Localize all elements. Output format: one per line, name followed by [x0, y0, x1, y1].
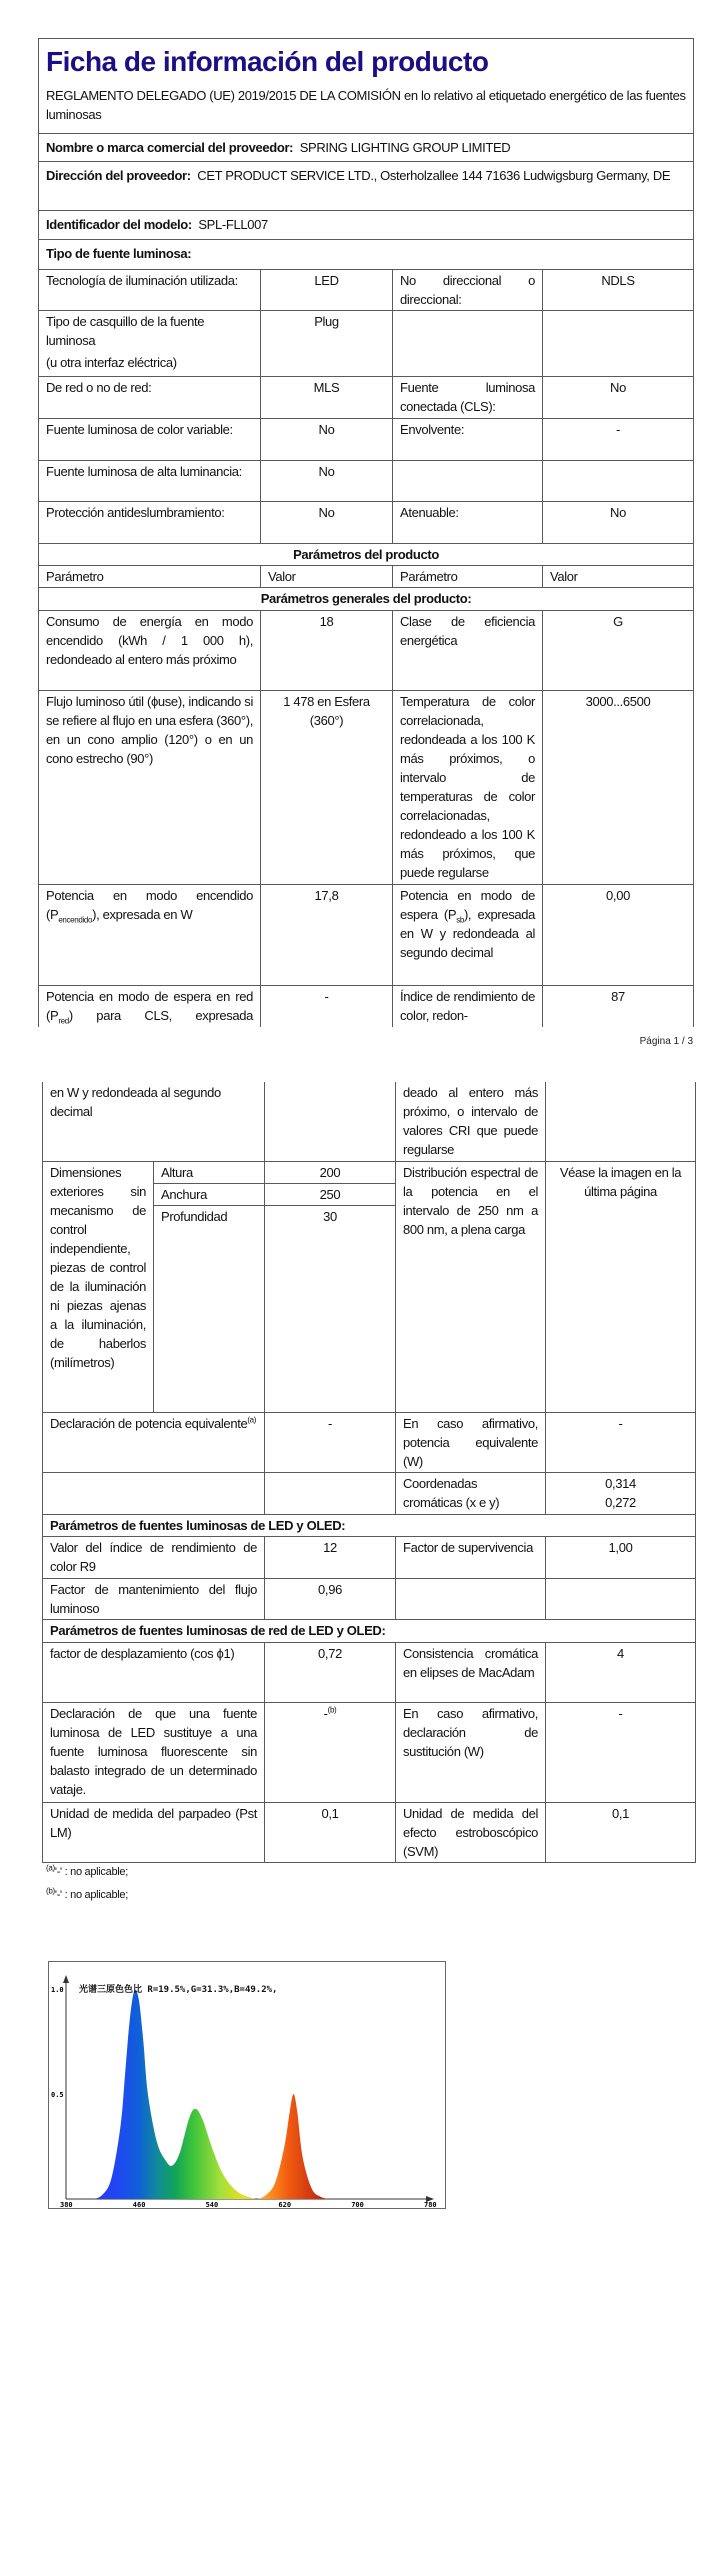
model-row	[39, 211, 694, 240]
flicker-value: 0,1	[265, 1802, 396, 1862]
flux-value: 1 478 en Esfera (360°)	[261, 691, 393, 885]
footnote-mark: (b)	[46, 1886, 55, 1896]
footnote-b	[46, 1886, 128, 1901]
chromaticity-value	[546, 1472, 696, 1514]
spd-label: Distribución espectral de la potencia en el intervalo de 250 nm a 800 nm, a plena carga	[396, 1161, 546, 1412]
general-params-heading: Parámetros generales del producto:	[39, 588, 694, 611]
label-subscript: encendido	[58, 915, 93, 925]
replacement-w-label: En caso afirmativo, declaración de sustitución (W)	[396, 1702, 546, 1802]
col-header-value: Valor	[543, 566, 694, 588]
dimmable-label: Atenuable:	[393, 502, 543, 544]
page-title: Ficha de información del producto	[46, 46, 489, 77]
flux-label: Flujo luminoso útil (ϕuse), indicando si se refiere al flujo en una esfera (360°), en un cono amplio (120°) o en un cono estrecho (90°)	[39, 691, 261, 885]
col-header-value: Valor	[261, 566, 393, 588]
survival-label: Factor de supervivencia	[396, 1536, 546, 1578]
x-tick-label: 460	[132, 2201, 146, 2209]
depth-value: 30	[265, 1205, 396, 1412]
empty-cell	[43, 1472, 265, 1514]
equiv-power-label	[43, 1412, 265, 1472]
cri-label-cont: deado al entero más próximo, o intervalo de valores CRI que puede regularse	[396, 1082, 546, 1161]
mains-label: De red o no de red:	[39, 377, 261, 419]
model-label: Identificador del modelo:	[46, 217, 192, 232]
dimensions-label: Dimensiones exteriores sin mecanismo de control independiente, piezas de control de la iluminación ni piezas ajenas a la iluminación, de haberlos (milímetros)	[43, 1161, 154, 1412]
dimmable-value: No	[543, 502, 694, 544]
header-cell	[39, 39, 694, 134]
height-label: Altura	[154, 1161, 265, 1183]
directional-label: No direccional o direccional:	[393, 270, 543, 311]
network-standby-value: -	[261, 986, 393, 1027]
x-tick-label: 540	[205, 2201, 219, 2209]
chart-title: 光谱三原色色比 R=19.5%,G=31.3%,B=49.2%,	[79, 1985, 278, 1995]
envelope-label: Envolvente:	[393, 419, 543, 461]
efficiency-class-label: Clase de eficiencia energética	[393, 611, 543, 691]
r9-label: Valor del índice de rendimiento de color R9	[43, 1536, 265, 1578]
cri-label: Índice de rendimiento de color, redon-	[393, 986, 543, 1027]
width-label: Anchura	[154, 1183, 265, 1205]
empty-cell	[265, 1082, 396, 1161]
y-tick-label: 0.5	[51, 2091, 64, 2099]
high-luminance-value: No	[261, 461, 393, 502]
mains-led-params-heading: Parámetros de fuentes luminosas de red de LED y OLED:	[43, 1619, 696, 1642]
standby-power-value: 0,00	[543, 885, 694, 986]
replacement-w-value: -	[546, 1702, 696, 1802]
regulation-text: REGLAMENTO DELEGADO (UE) 2019/2015 DE LA COMISIÓN en lo relativo al etiquetado energético de las fuentes luminosas	[46, 88, 686, 122]
model-value: SPL-FLL007	[198, 217, 268, 232]
anti-glare-value: No	[261, 502, 393, 544]
stroboscopic-value: 0,1	[546, 1802, 696, 1862]
supplier-name-value: SPRING LIGHTING GROUP LIMITED	[299, 140, 511, 155]
cap-label-note: (u otra interfaz eléctrica)	[46, 355, 177, 370]
technology-label: Tecnología de iluminación utilizada:	[39, 270, 261, 311]
maintenance-label: Factor de mantenimiento del flujo luminoso	[43, 1578, 265, 1619]
value-text: -	[323, 1705, 328, 1721]
maintenance-value: 0,96	[265, 1578, 396, 1619]
footnote-a	[46, 1863, 128, 1878]
empty-cell	[543, 461, 694, 502]
empty-cell	[546, 1082, 696, 1161]
energy-value: 18	[261, 611, 393, 691]
equiv-power-w-value: -	[546, 1412, 696, 1472]
cls-value: No	[543, 377, 694, 419]
col-header-param: Parámetro	[39, 566, 261, 588]
footnote-text: '-' : no aplicable;	[54, 1866, 128, 1878]
empty-cell	[396, 1578, 546, 1619]
network-standby-label	[39, 986, 261, 1027]
supplier-name-label: Nombre o marca comercial del proveedor:	[46, 140, 294, 155]
supplier-address-row	[39, 162, 694, 211]
replacement-value	[265, 1702, 396, 1802]
chromaticity-label: Coordenadas cromáticas (x e y)	[396, 1472, 546, 1514]
displacement-label: factor de desplazamiento (cos ϕ1)	[43, 1642, 265, 1702]
spectral-distribution-chart	[48, 1961, 446, 2209]
r9-value: 12	[265, 1536, 396, 1578]
x-tick-label: 380	[60, 2201, 73, 2209]
label-text: Potencia en modo de espera en red (P	[46, 989, 253, 1023]
footnote-ref: (a)	[247, 1415, 257, 1425]
replacement-label: Declaración de que una fuente luminosa de LED sustituye a una fuente luminosa fluorescente sin balasto integrado de un determinado vataje.	[43, 1702, 265, 1802]
cap-label-cell	[39, 311, 261, 377]
colour-tunable-value: No	[261, 419, 393, 461]
label-text: Potencia en modo de espera (P	[400, 888, 535, 922]
label-text: Declaración de potencia equivalente	[50, 1415, 248, 1431]
cct-label: Temperatura de color correlacionada, redondeada a los 100 K más próximos, o intervalo de temperaturas de color correlacionadas, redondeado a los 100 K más próximos, que puede regularse	[393, 691, 543, 885]
colour-consistency-label: Consistencia cromática en elipses de MacAdam	[396, 1642, 546, 1702]
width-value: 250	[265, 1183, 396, 1205]
chromaticity-y: 0,272	[605, 1494, 636, 1510]
spd-value: Véase la imagen en la última página	[546, 1161, 696, 1412]
empty-cell	[543, 311, 694, 377]
footnote-text: '-' : no aplicable;	[54, 1889, 128, 1901]
product-info-table-page-2	[42, 1082, 696, 1863]
standby-power-label	[393, 885, 543, 986]
directional-value: NDLS	[543, 270, 694, 311]
network-standby-label-cont: en W y redondeada al segundo decimal	[43, 1082, 265, 1161]
page-number: Página 1 / 3	[639, 1036, 693, 1047]
supplier-name-row	[39, 134, 694, 162]
cap-label: Tipo de casquillo de la fuente luminosa	[46, 314, 205, 348]
empty-cell	[546, 1578, 696, 1619]
on-power-value: 17,8	[261, 885, 393, 986]
empty-cell	[393, 461, 543, 502]
survival-value: 1,00	[546, 1536, 696, 1578]
label-text: ), expresada en W	[92, 907, 193, 922]
stroboscopic-label: Unidad de medida del efecto estroboscópico (SVM)	[396, 1802, 546, 1862]
mains-value: MLS	[261, 377, 393, 419]
light-source-type-heading: Tipo de fuente luminosa:	[39, 240, 694, 270]
colour-tunable-label: Fuente luminosa de color variable:	[39, 419, 261, 461]
chromaticity-x: 0,314	[605, 1475, 636, 1491]
equiv-power-w-label: En caso afirmativo, potencia equivalente (W)	[396, 1412, 546, 1472]
label-subscript: sb	[456, 915, 464, 925]
cct-value: 3000...6500	[543, 691, 694, 885]
empty-cell	[393, 311, 543, 377]
cap-value: Plug	[261, 311, 393, 377]
chart-frame	[49, 1962, 446, 2209]
col-header-param: Parámetro	[393, 566, 543, 588]
envelope-value: -	[543, 419, 694, 461]
x-tick-label: 620	[278, 2201, 292, 2209]
x-tick-label: 780	[424, 2201, 437, 2209]
efficiency-class-value: G	[543, 611, 694, 691]
equiv-power-value: -	[265, 1412, 396, 1472]
label-text: ) para CLS, expresada	[68, 1008, 253, 1023]
cls-label: Fuente luminosa conectada (CLS):	[393, 377, 543, 419]
flicker-label: Unidad de medida del parpadeo (Pst LM)	[43, 1802, 265, 1862]
footnote-ref: (b)	[327, 1705, 337, 1715]
y-tick-label: 1.0	[51, 1986, 64, 1994]
x-tick-label: 700	[351, 2201, 364, 2209]
led-params-heading: Parámetros de fuentes luminosas de LED y OLED:	[43, 1514, 696, 1536]
label-text: ), expresada en W y redondeada al segundo decimal	[400, 907, 535, 960]
height-value: 200	[265, 1161, 396, 1183]
depth-label: Profundidad	[154, 1205, 265, 1412]
supplier-address-label: Dirección del proveedor:	[46, 168, 191, 183]
product-params-heading: Parámetros del producto	[39, 544, 694, 566]
cri-value: 87	[543, 986, 694, 1027]
energy-label: Consumo de energía en modo encendido (kWh / 1 000 h), redondeado al entero más próximo	[39, 611, 261, 691]
label-subscript: red	[58, 1016, 69, 1026]
anti-glare-label: Protección antideslumbramiento:	[39, 502, 261, 544]
product-info-table-page-1	[38, 38, 694, 1027]
footnote-mark: (a)	[46, 1863, 55, 1873]
high-luminance-label: Fuente luminosa de alta luminancia:	[39, 461, 261, 502]
colour-consistency-value: 4	[546, 1642, 696, 1702]
empty-cell	[265, 1472, 396, 1514]
technology-value: LED	[261, 270, 393, 311]
on-power-label	[39, 885, 261, 986]
supplier-address-value: CET PRODUCT SERVICE LTD., Osterholzallee 144 71636 Ludwigsburg Germany, DE	[197, 168, 671, 183]
displacement-value: 0,72	[265, 1642, 396, 1702]
label-text: Potencia en modo encendido (P	[46, 888, 253, 922]
